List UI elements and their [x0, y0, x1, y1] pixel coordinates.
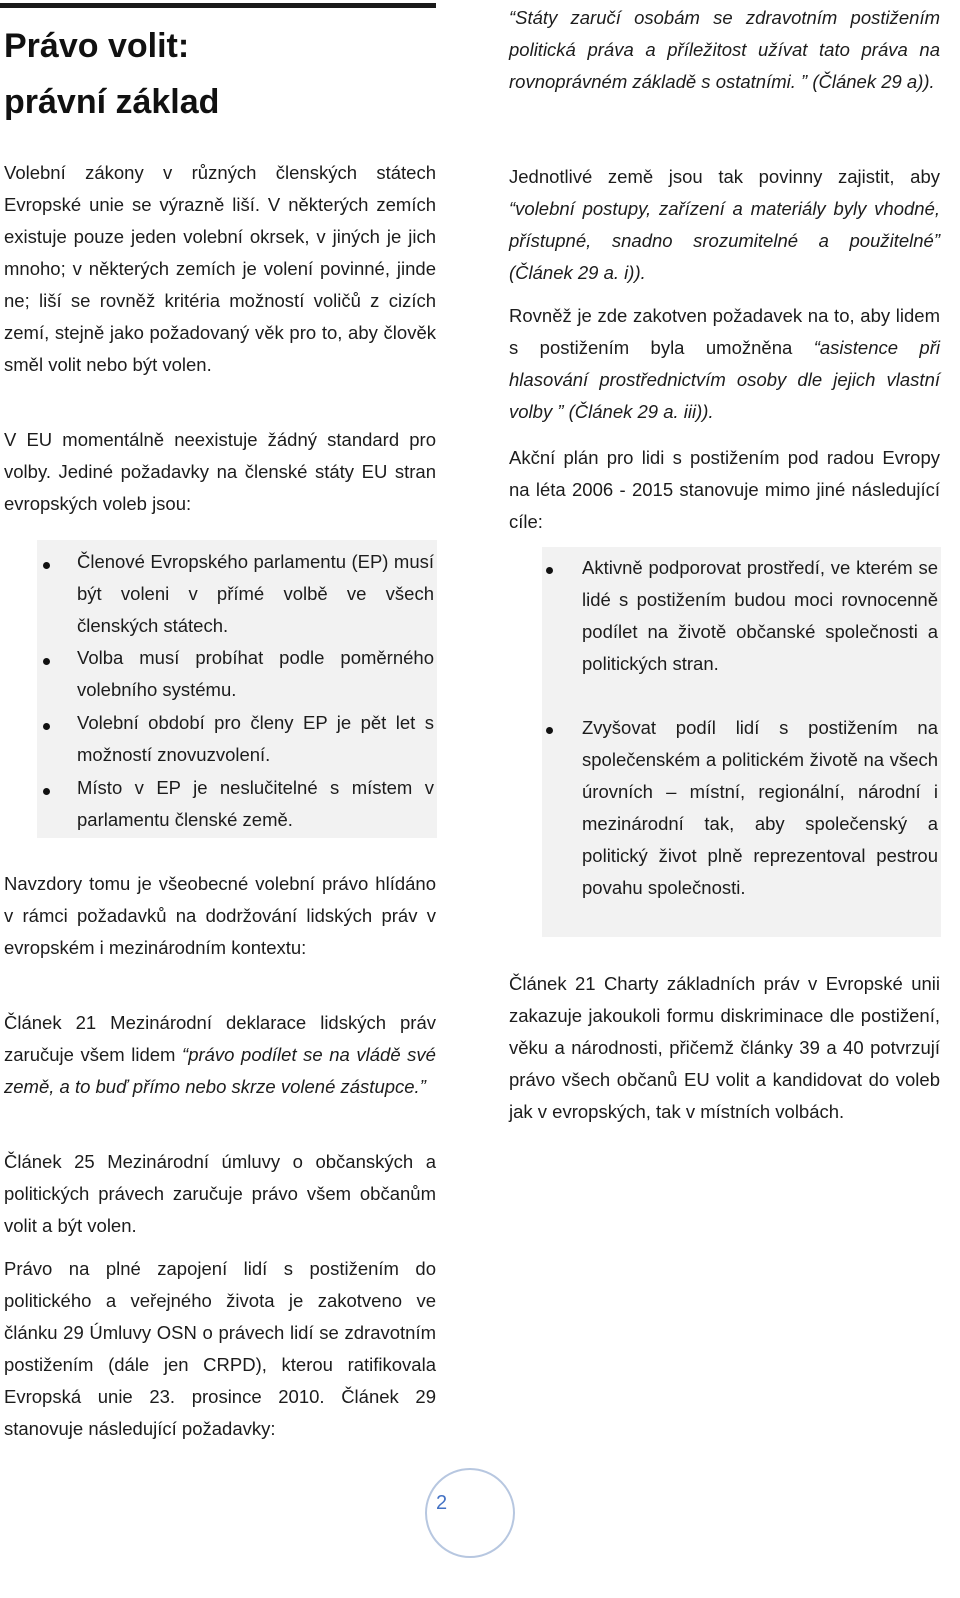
left-paragraph-4-plain: Článek 21 Mezinárodní deklarace lidských práv zaručuje všem lidem [4, 1012, 436, 1065]
left-bullet-2: Volba musí probíhat podle poměrného volebního systému. [77, 647, 434, 700]
left-paragraph-4 [4, 1007, 436, 1103]
left-bullet-3: Volební období pro členy EP je pět let s možností znovuzvolení. [77, 712, 434, 765]
right-paragraph-3-plain: Rovněž je zde zakotven požadavek na to, aby lidem s postižením byla umožněna [509, 305, 940, 358]
right-quote-1: “Státy zaručí osobám se zdravotním postižením politická práva a příležitost užívat tato práva na rovnoprávném základě s ostatními. ” (Článek 29 a)). [509, 7, 940, 92]
right-paragraph-2-quote: “volební postupy, zařízení a materiály byly vhodné, přístupné, snadno srozumitelné a použitelné” (Článek 29 a. i)). [509, 198, 940, 283]
bullet-icon [546, 727, 553, 734]
bullet-icon [546, 567, 553, 574]
left-bullet-4: Místo v EP je neslučitelné s místem v parlamentu členské země. [77, 777, 434, 830]
page-title-line1: Právo volit: [4, 27, 190, 65]
bullet-icon [43, 723, 50, 730]
left-bullet-1: Členové Evropského parlamentu (EP) musí být voleni v přímé volbě ve všech členských státech. [77, 551, 434, 636]
page-title-line2: právní základ [4, 83, 220, 121]
left-paragraph-4-quote: “právo podílet se na vládě své země, a to buď přímo nebo skrze volené zástupce.” [4, 1044, 436, 1097]
right-paragraph-5: Článek 21 Charty základních práv v Evropské unii zakazuje jakoukoli formu diskriminace dle postižení, věku a národnosti, přičemž články 39 a 40 potvrzují právo všech občanů EU volit a kandidovat do voleb jak v evropských, tak v místních volbách. [509, 973, 940, 1122]
right-bullet-1: Aktivně podporovat prostředí, ve kterém se lidé s postižením budou moci rovnocenně podílet na životě občanské společnosti a politických stran. [582, 557, 938, 674]
right-paragraph-3-quote: “asistence při hlasování prostřednictvím osoby dle jejich vlastní volby ” (Článek 29 a. iii)). [509, 337, 940, 422]
left-paragraph-1: Volební zákony v různých členských státech Evropské unie se výrazně liší. V některých zemích existuje pouze jeden volební okrsek, v jiných je jich mnoho; v některých zemích je volení povinné, jinde ne; liší se rovněž kritéria možností voličů z cizích zemí, stejně jako požadovaný věk pro to, aby člověk směl volit nebo být volen. [4, 162, 436, 375]
left-paragraph-2: V EU momentálně neexistuje žádný standard pro volby. Jediné požadavky na členské státy EU stran evropských voleb jsou: [4, 429, 436, 514]
left-paragraph-5: Článek 25 Mezinárodní úmluvy o občanských a politických právech zaručuje právo všem občanům volit a být volen. [4, 1151, 436, 1236]
right-paragraph-2 [509, 161, 940, 289]
right-bullet-2: Zvyšovat podíl lidí s postižením na společenském a politickém životě na všech úrovních – místní, regionální, národní i mezinárodní tak, aby společenský a politický život plně reprezentoval pestrou povahu společnosti. [582, 717, 938, 898]
page-title [4, 18, 436, 130]
right-paragraph-4: Akční plán pro lidi s postižením pod radou Evropy na léta 2006 - 2015 stanovuje mimo jiné následující cíle: [509, 447, 940, 532]
left-requirements-box [37, 540, 437, 838]
bullet-icon [43, 658, 50, 665]
top-rule-divider [0, 3, 436, 8]
left-paragraph-3: Navzdory tomu je všeobecné volební právo hlídáno v rámci požadavků na dodržování lidských práv v evropském i mezinárodním kontextu: [4, 873, 436, 958]
right-paragraph-2-plain: Jednotlivé země jsou tak povinny zajistit, aby [509, 166, 940, 187]
left-paragraph-6: Právo na plné zapojení lidí s postižením do politického a veřejného života je zakotveno ve článku 29 Úmluvy OSN o právech lidí se zdravotním postižením (dále jen CRPD), kterou ratifikovala Evropská unie 23. prosince 2010. Článek 29 stanovuje následující požadavky: [4, 1258, 436, 1439]
bullet-icon [43, 562, 50, 569]
right-paragraph-3 [509, 300, 940, 428]
page-number: 2 [436, 1492, 448, 1514]
right-goals-box [542, 547, 941, 937]
bullet-icon [43, 788, 50, 795]
